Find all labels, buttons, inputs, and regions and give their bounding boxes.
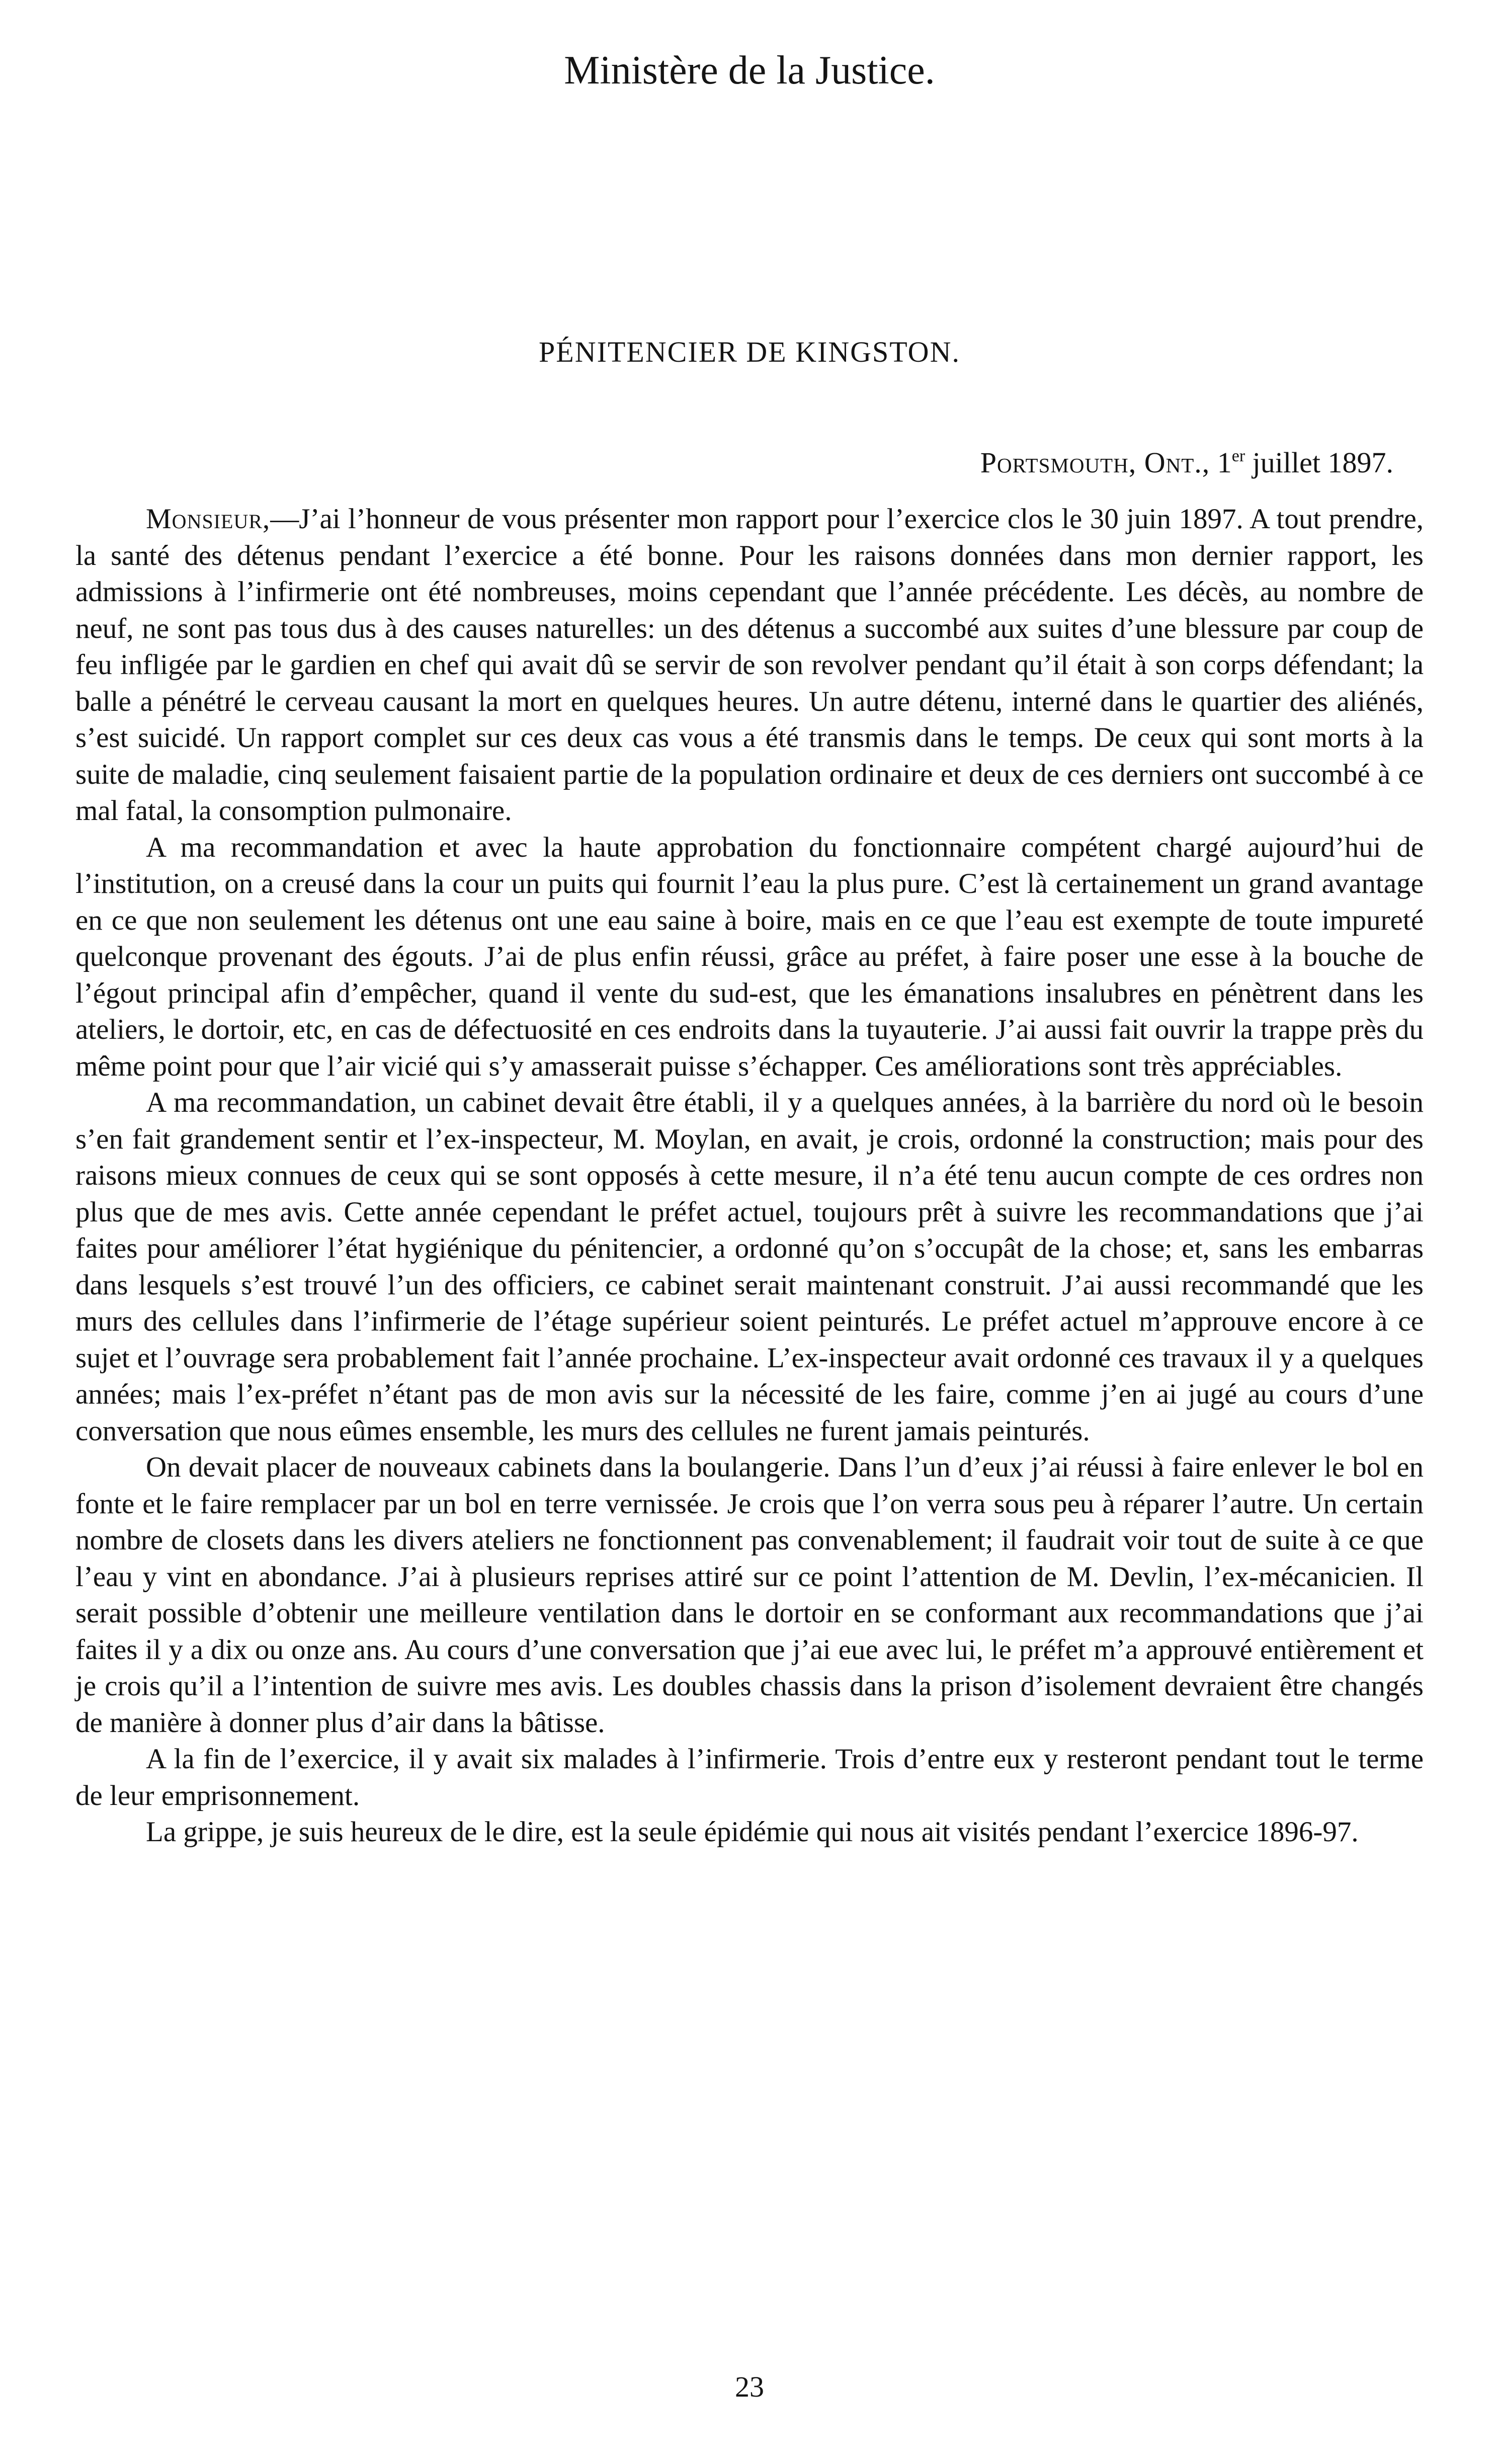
paragraph-2: A ma recommandation et avec la haute approbation du fonctionnaire compétent chargé aujourd’hui de l’institution, on a creusé dans la cour un puits qui fournit l’eau la plus pure. C’est là certainement un grand avantage en ce que non seulement les détenus ont une eau saine à boire, mais en ce que l’eau est exempte de toute impureté quelconque provenant des égouts. J’ai de plus enfin réussi, grâce au préfet, à faire poser une esse à la bouche de l’égout principal afin d’empêcher, quand il vente du sud-est, que les émanations insalubres en pénètrent dans les ateliers, le dortoir, etc, en cas de défectuosité en ces endroits dans la tuyauterie. J’ai aussi fait ouvrir la trappe près du même point pour que l’air vicié qui s’y amasserait puisse s’échapper. Ces améliorations sont très appréciables. xyxy=(75,831,1424,1082)
report-body xyxy=(75,501,1424,1851)
dateline-rest: juillet 1897. xyxy=(1252,446,1393,479)
dateline-day-suffix: er xyxy=(1231,447,1245,465)
page-number: 23 xyxy=(735,2370,764,2403)
dateline-place: Portsmouth, Ont., xyxy=(980,446,1210,479)
paragraph-1 xyxy=(75,501,1424,830)
page-header: Ministère de la Justice. xyxy=(564,48,935,93)
section-title: PÉNITENCIER DE KINGSTON. xyxy=(539,336,960,368)
dateline-day: 1er xyxy=(1217,446,1245,479)
salutation: Monsieur, xyxy=(146,503,271,535)
document-page xyxy=(75,45,1424,2420)
paragraph-5: A la fin de l’exercice, il y avait six malades à l’infirmerie. Trois d’entre eux y resteront pendant tout le terme de leur emprisonnement. xyxy=(75,1743,1424,1812)
dateline xyxy=(75,443,1393,483)
paragraph-4: On devait placer de nouveaux cabinets dans la boulangerie. Dans l’un d’eux j’ai réussi à faire enlever le bol en fonte et le faire remplacer par un bol en terre vernissée. Je crois que l’on verra sous peu à réparer l’autre. Un certain nombre de closets dans les divers ateliers ne fonctionnent pas convenablement; il faudrait voir tout de suite à ce que l’eau y vint en abondance. J’ai à plusieurs reprises attiré sur ce point l’attention de M. Devlin, l’ex-mécanicien. Il serait possible d’obtenir une meilleure ventilation dans le dortoir en se conformant aux recommandations que j’ai faites il y a dix ou onze ans. Au cours d’une conversation que j’ai eue avec lui, le préfet m’a approuvé entièrement et je crois qu’il a l’intention de suivre mes avis. Les doubles chassis dans la prison d’isolement devraient être changés de manière à donner plus d’air dans la bâtisse. xyxy=(75,1451,1424,1739)
paragraph-3: A ma recommandation, un cabinet devait être établi, il y a quelques années, à la barrière du nord où le besoin s’en fait grandement sentir et l’ex-inspecteur, M. Moylan, en avait, je crois, ordonné la construction; mais pour des raisons mieux connues de ceux qui se sont opposés à cette mesure, il n’a été tenu aucun compte de ces ordres non plus que de mes avis. Cette année cependant le préfet actuel, toujours prêt à suivre les recommandations que j’ai faites pour améliorer l’état hygiénique du pénitencier, a ordonné qu’on s’occupât de la chose; et, sans les embarras dans lesquels s’est trouvé l’un des officiers, ce cabinet serait maintenant construit. J’ai aussi recommandé que les murs des cellules dans l’infirmerie de l’étage supérieur soient peinturés. Le préfet actuel m’approuve encore à ce sujet et l’ouvrage sera probablement fait l’année prochaine. L’ex-inspecteur avait ordonné ces travaux il y a quelques années; mais l’ex-préfet n’étant pas de mon avis sur la nécessité de les faire, comme j’en ai jugé au cours d’une conversation que nous eûmes ensemble, les murs des cellules ne furent jamais peinturés. xyxy=(75,1087,1424,1447)
paragraph-1-text: —J’ai l’honneur de vous présenter mon rapport pour l’exercice clos le 30 juin 1897. A tout prendre, la santé des détenus pendant l’exercice a été bonne. Pour les raisons données dans mon dernier rapport, les admissions à l’infirmerie ont été nombreuses, moins cependant que l’année précédente. Les décès, au nombre de neuf, ne sont pas tous dus à des causes naturelles: un des détenus a succombé aux suites d’une blessure par coup de feu infligée par le gardien en chef qui avait dû se servir de son revolver pendant qu’il était à son corps défendant; la balle a pénétré le cerveau causant la mort en quelques heures. Un autre détenu, interné dans le quartier des aliénés, s’est suicidé. Un rapport complet sur ces deux cas vous a été transmis dans le temps. De ceux qui sont morts à la suite de maladie, cinq seulement faisaient partie de la population ordinaire et deux de ces derniers ont succombé à ce mal fatal, la consomption pulmonaire. xyxy=(75,503,1424,827)
paragraph-6: La grippe, je suis heureux de le dire, est la seule épidémie qui nous ait visités pendant l’exercice 1896-97. xyxy=(146,1816,1359,1848)
